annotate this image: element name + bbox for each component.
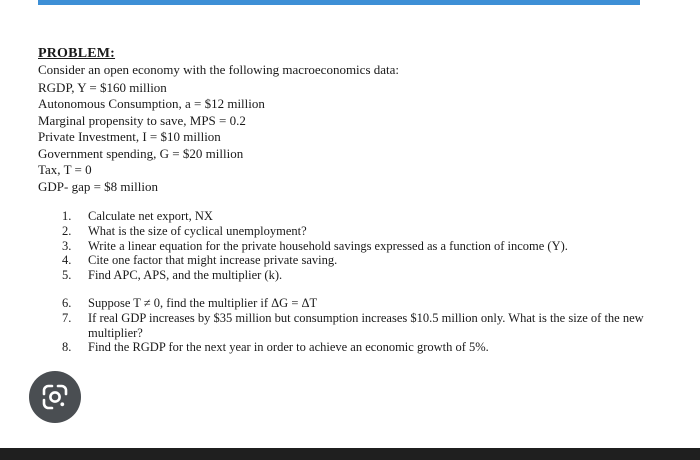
question-text: Find APC, APS, and the multiplier (k). [88, 268, 283, 283]
problem-intro: Consider an open economy with the following macroeconomics data: [38, 62, 400, 77]
given-item: RGDP, Y = $160 million [38, 79, 167, 95]
question-text: Cite one factor that might increase private saving. [88, 253, 338, 268]
question-text: Find the RGDP for the next year in order to achieve an economic growth of 5%. [88, 340, 489, 355]
question-text: Write a linear equation for the private household savings expressed as a function of income (Y). [88, 238, 568, 253]
question-text: What is the size of cyclical unemployment? [88, 223, 307, 238]
question-text: Suppose T ≠ 0, find the multiplier if ΔG = ΔT [88, 295, 318, 310]
question-number: 5. [62, 268, 72, 283]
question-item [62, 311, 692, 341]
question-item [62, 239, 692, 254]
given-item: Private Investment, I = $10 million [38, 129, 221, 144]
given-data-list [38, 80, 658, 196]
question-number: 7. [62, 310, 72, 325]
problem-heading: PROBLEM: [38, 46, 116, 61]
given-item: Government spending, G = $20 million [38, 145, 244, 161]
given-item: GDP- gap = $8 million [38, 178, 158, 194]
question-text: Calculate net export, NX [88, 209, 213, 223]
google-lens-button[interactable] [29, 371, 81, 423]
bottom-bar [0, 448, 700, 460]
top-accent-rule [38, 0, 640, 5]
question-number: 4. [62, 253, 72, 268]
given-item: Autonomous Consumption, a = $12 million [38, 96, 265, 111]
given-item: Tax, T = 0 [38, 162, 92, 177]
question-number: 3. [62, 238, 72, 253]
question-item [62, 209, 692, 224]
question-item [62, 296, 692, 311]
question-number: 6. [62, 295, 72, 310]
question-list [62, 209, 692, 355]
question-item [62, 224, 692, 239]
given-item: Marginal propensity to save, MPS = 0.2 [38, 112, 246, 128]
question-text: If real GDP increases by $35 million but consumption increases $10.5 million only. What is the size of the new multiplier? [88, 310, 644, 340]
question-number: 8. [62, 340, 72, 355]
question-number: 1. [62, 209, 72, 223]
google-lens-icon [40, 382, 70, 412]
question-item [62, 268, 692, 283]
question-item [62, 340, 692, 355]
question-item [62, 253, 692, 268]
problem-block [38, 46, 658, 195]
question-number: 2. [62, 223, 72, 238]
